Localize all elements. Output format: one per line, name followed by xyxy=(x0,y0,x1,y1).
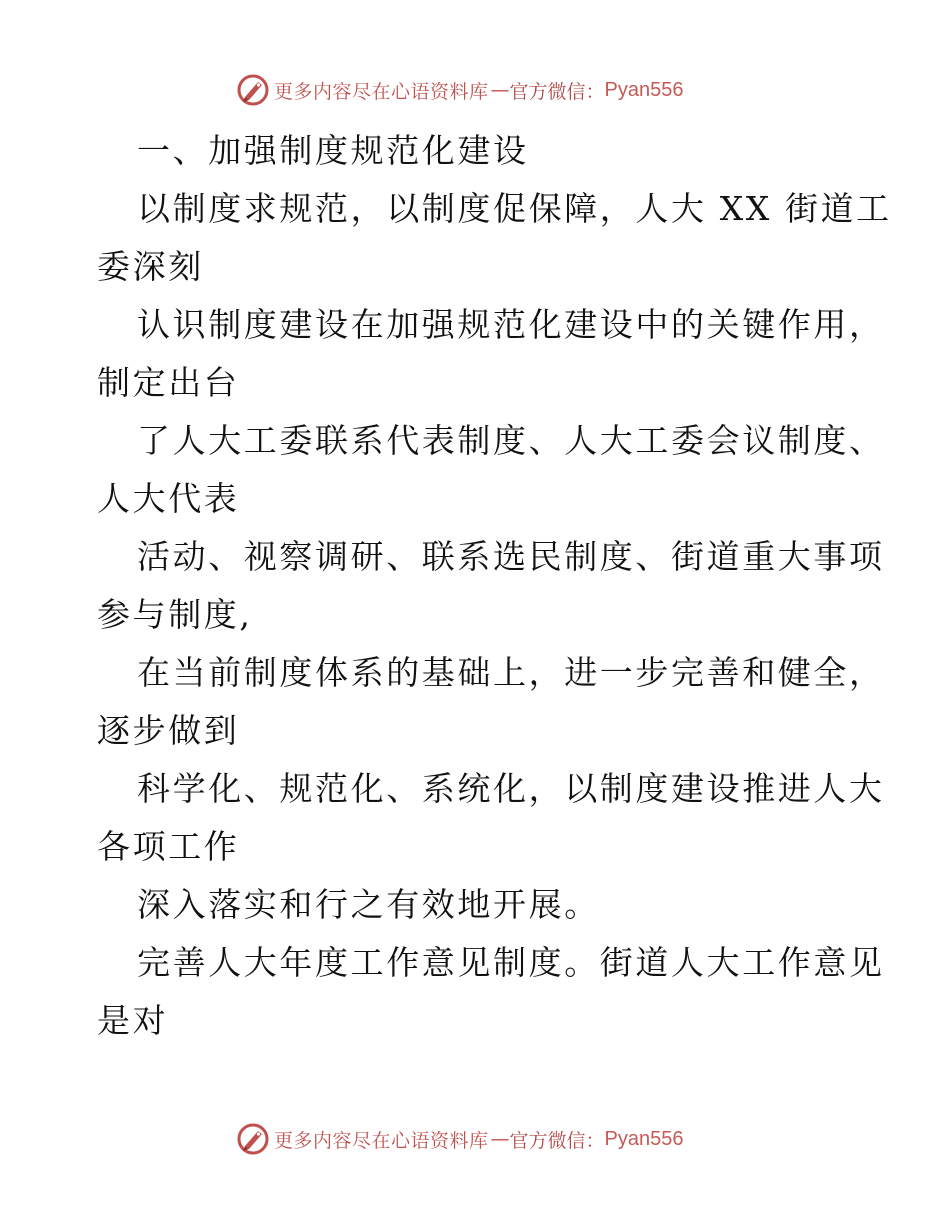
paragraph-line: 一、加强制度规范化建设 xyxy=(137,131,529,170)
paragraph-line: 是对 xyxy=(97,1001,169,1040)
paragraph-line: 活动、视察调研、联系选民制度、街道重大事项 xyxy=(137,537,885,576)
pen-logo-icon xyxy=(236,1122,270,1156)
banner-dash: — xyxy=(490,1128,508,1150)
banner-dash: — xyxy=(490,79,508,101)
header-banner xyxy=(236,73,716,107)
paragraph-line: 完善人大年度工作意见制度。街道人大工作意见 xyxy=(137,943,885,982)
paragraph-line: 委深刻 xyxy=(97,247,204,286)
paragraph-line: 以制度求规范，以制度促保障，人大 XX 街道工 xyxy=(137,189,892,228)
paragraph-line: 在当前制度体系的基础上，进一步完善和健全， xyxy=(137,653,885,692)
paragraph-line: 认识制度建设在加强规范化建设中的关键作用， xyxy=(137,305,885,344)
paragraph-line: 科学化、规范化、系统化，以制度建设推进人大 xyxy=(137,769,885,808)
footer-banner xyxy=(236,1122,716,1156)
paragraph-line: 各项工作 xyxy=(97,827,240,866)
banner-text: 更多内容尽在心语资料库 xyxy=(274,80,489,103)
pen-logo-icon xyxy=(236,73,270,107)
banner-text: 更多内容尽在心语资料库 xyxy=(274,1129,489,1152)
paragraph-line: 人大代表 xyxy=(97,479,240,518)
banner-wechat-label: 官方微信： xyxy=(509,1129,605,1152)
banner-wechat-id: Pyan556 xyxy=(604,1127,684,1150)
paragraph-line: 逐步做到 xyxy=(97,711,240,750)
paragraph-line: 深入落实和行之有效地开展。 xyxy=(137,885,600,924)
paragraph-line: 制定出台 xyxy=(97,363,240,402)
document-body xyxy=(97,122,892,1050)
banner-wechat-id: Pyan556 xyxy=(604,78,684,101)
paragraph-line: 参与制度, xyxy=(97,595,253,634)
banner-wechat-label: 官方微信： xyxy=(509,80,605,103)
paragraph-line: 了人大工委联系代表制度、人大工委会议制度、 xyxy=(137,421,885,460)
